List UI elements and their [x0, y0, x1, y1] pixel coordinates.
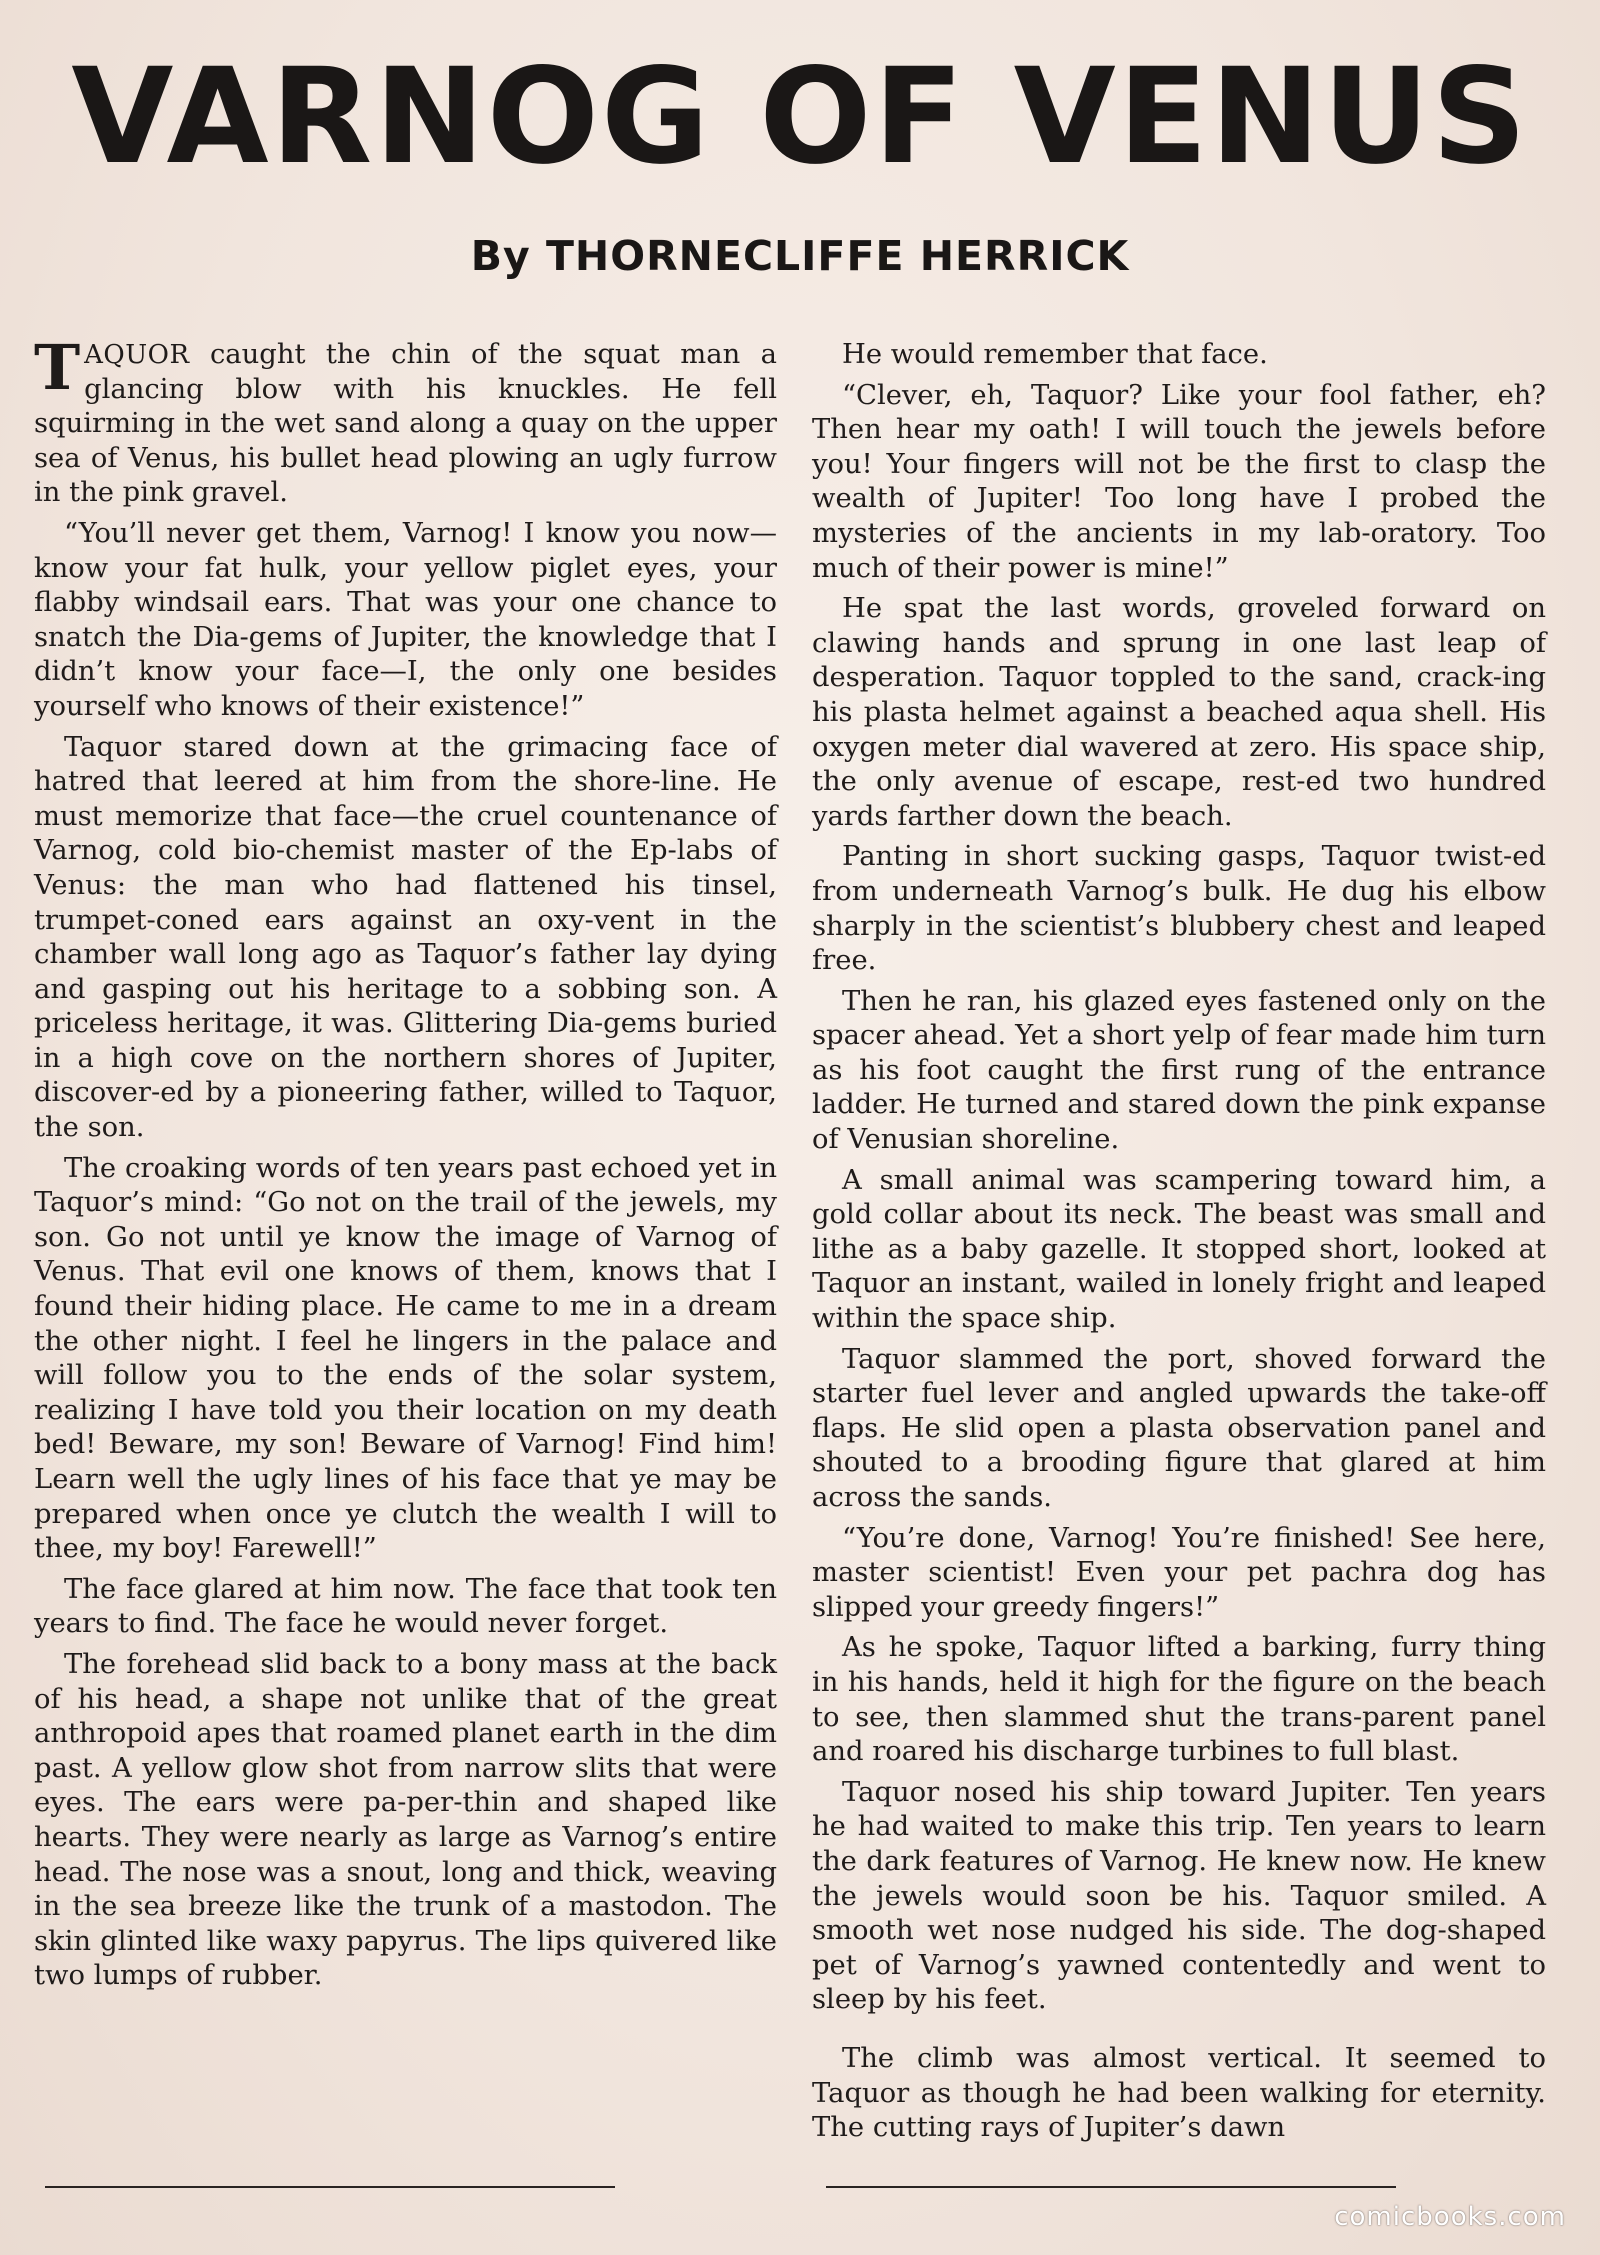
paragraph: Taquor nosed his ship toward Jupiter. Ten years he had waited to make this trip. Ten years to learn the dark features of Varnog. He knew now. He knew the jewels would soon be his. Taquor smiled. A smooth wet nose nudged his side. The dog-shaped pet of Varnog’s yawned contentedly and went to sleep by his feet.: [812, 1776, 1546, 2016]
bottom-rule-right: [826, 2186, 1396, 2188]
site-watermark: comicbooks.com: [1334, 2202, 1566, 2232]
paragraph: Panting in short sucking gasps, Taquor twist-ed from underneath Varnog’s bulk. He dug his elbow sharply in the scientist’s blubbery chest and leaped free.: [812, 841, 1546, 977]
paragraph: Taquor stared down at the grimacing face of hatred that leered at him from the shore-line. He must memorize that face—the cruel countenance of Varnog, cold bio-chemist master of the Ep-labs of Venus: the man who had flattened his tinsel, trumpet-coned ears against an oxy-vent in the chamber wall long ago as Taquor’s father lay dying and gasping out his heritage to a sobbing son. A priceless heritage, it was. Glittering Dia-gems buried in a high cove on the northern shores of Jupiter, discover-ed by a pioneering father, willed to Taquor, the son.: [34, 731, 777, 1144]
paragraph: As he spoke, Taquor lifted a barking, furry thing in his hands, held it high for the figure on the beach to see, then slammed shut the trans-parent panel and roared his discharge turbines to full blast.: [812, 1632, 1546, 1768]
paragraph: “You’ll never get them, Varnog! I know you now—know your fat hulk, your yellow piglet eyes, your flabby windsail ears. That was your one chance to snatch the Dia-gems of Jupiter, the knowledge that I didn’t know your face—I, the only one besides yourself who knows of their existence!”: [34, 517, 777, 722]
paragraph: “You’re done, Varnog! You’re finished! See here, master scientist! Even your pet pachra dog has slipped your greedy fingers!”: [812, 1522, 1546, 1623]
left-text-column: [34, 331, 777, 2000]
lead-in-caps: AQUOR: [84, 340, 190, 370]
story-title: VARNOG OF VENUS: [71, 40, 1529, 194]
paragraph: The face glared at him now. The face that took ten years to find. The face he would never forget.: [34, 1573, 777, 1640]
opening-paragraph: [34, 331, 777, 511]
story-byline: By THORNECLIFFE HERRICK: [470, 232, 1130, 280]
paragraph: The croaking words of ten years past echoed yet in Taquor’s mind: “Go not on the trail of the jewels, my son. Go not until ye know the image of Varnog of Venus. That evil one knows of them, knows that I found their hiding place. He came to me in a dream the other night. I feel he lingers in the palace and will follow you to the ends of the solar system, realizing I have told you their location on my death bed! Beware, my son! Beware of Varnog! Find him! Learn well the ugly lines of his face that ye may be prepared when once ye clutch the wealth I will to thee, my boy! Farewell!”: [34, 1152, 777, 1565]
drop-cap: T: [34, 331, 81, 404]
paragraph: The forehead slid back to a bony mass at the back of his head, a shape not unlike that of the great anthropoid apes that roamed planet earth in the dim past. A yellow glow shot from narrow slits that were eyes. The ears were pa-per-thin and shaped like hearts. They were nearly as large as Varnog’s entire head. The nose was a snout, long and thick, weaving in the sea breeze like the trunk of a mastodon. The skin glinted like waxy papyrus. The lips quivered like two lumps of rubber.: [34, 1648, 777, 1992]
paragraph: Taquor slammed the port, shoved forward the starter fuel lever and angled upwards the take-off flaps. He slid open a plasta observation panel and shouted to a brooding figure that glared at him across the sands.: [812, 1343, 1546, 1513]
paragraph: “Clever, eh, Taquor? Like your fool father, eh? Then hear my oath! I will touch the jewels before you! Your fingers will not be the first to clasp the wealth of Jupiter! Too long have I probed the mysteries of the ancients in my lab-oratory. Too much of their power is mine!”: [812, 379, 1546, 584]
bottom-rule-left: [45, 2186, 615, 2188]
paragraph: He spat the last words, groveled forward on clawing hands and sprung in one last leap of desperation. Taquor toppled to the sand, crack-ing his plasta helmet against a beached aqua shell. His oxygen meter dial wavered at zero. His space ship, the only avenue of escape, rest-ed two hundred yards farther down the beach.: [812, 593, 1546, 832]
paragraph-text: caught the chin of the squat man a glancing blow with his knuckles. He fell squirming in the wet sand along a quay on the upper sea of Venus, his bullet head plowing an ugly furrow in the pink gravel.: [34, 339, 777, 509]
paragraph: A small animal was scampering toward him, a gold collar about its neck. The beast was small and lithe as a baby gazelle. It stopped short, looked at Taquor an instant, wailed in lonely fright and leaped within the space ship.: [812, 1164, 1546, 1335]
paragraph: Then he ran, his glazed eyes fastened only on the spacer ahead. Yet a short yelp of fear made him turn as his foot caught the first rung of the entrance ladder. He turned and stared down the pink expanse of Venusian shoreline.: [812, 985, 1546, 1156]
right-text-column: [812, 338, 1546, 2152]
paragraph: The climb was almost vertical. It seemed to Taquor as though he had been walking for eternity. The cutting rays of Jupiter’s dawn: [812, 2042, 1546, 2144]
paragraph: He would remember that face.: [842, 339, 1268, 370]
